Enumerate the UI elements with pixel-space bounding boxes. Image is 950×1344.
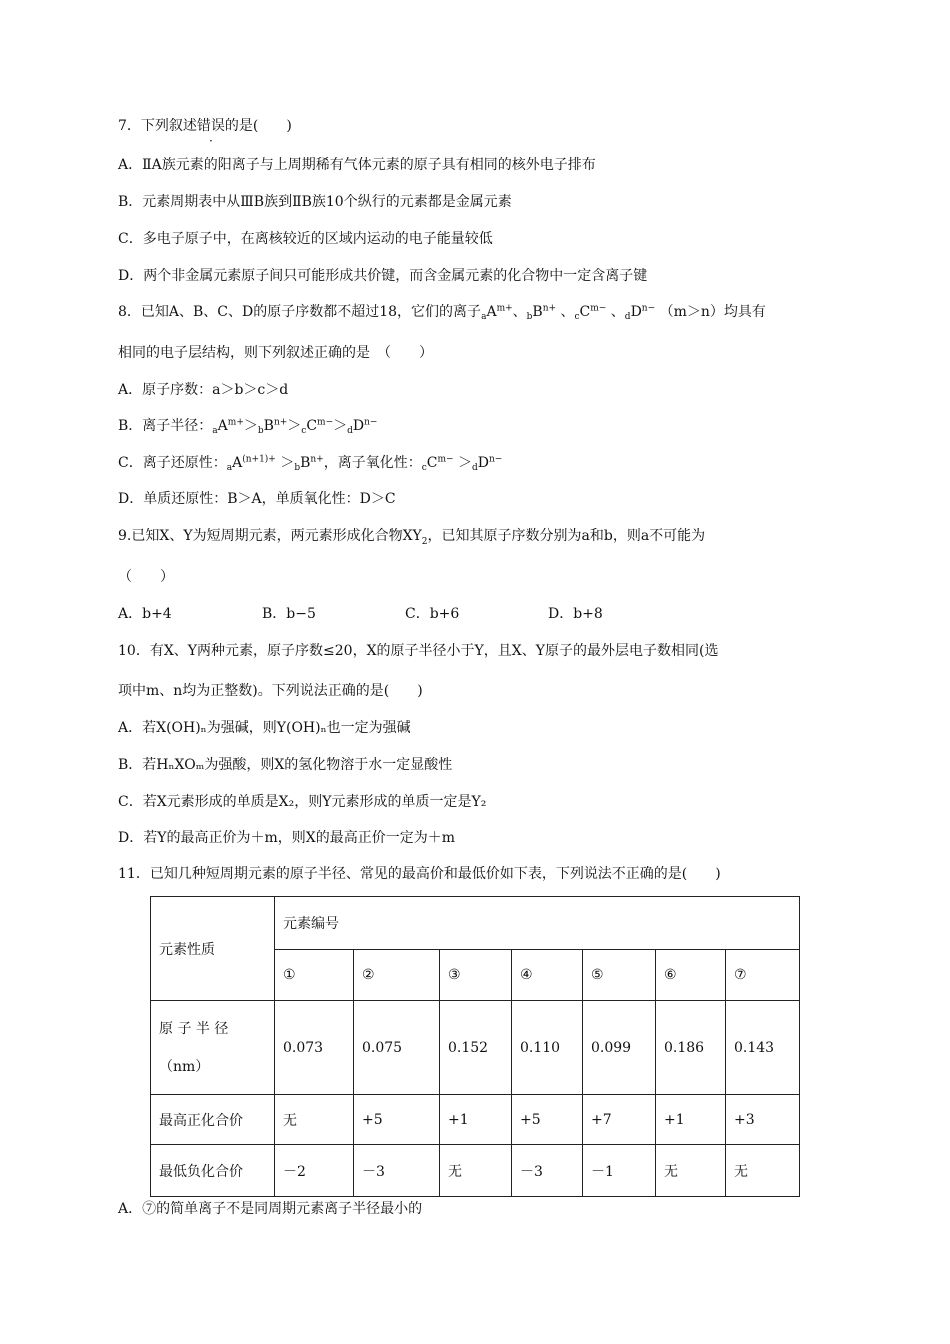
table-cell: 0.073 <box>275 1001 354 1095</box>
table-cell: +1 <box>440 1095 512 1145</box>
table-cell: +5 <box>512 1095 583 1145</box>
table-cell: －3 <box>354 1145 440 1197</box>
table-row-label: 原 子 半 径 （nm） <box>151 1001 275 1095</box>
q7-stem: 7．下列叙述错误的是( ) <box>118 118 292 134</box>
table-cell: 无 <box>275 1095 354 1145</box>
q9-paren: （ ） <box>118 569 174 585</box>
table-header-cell: ① <box>275 950 354 1001</box>
q8-option-b: B．离子半径：$_aA^{m+}>_bB^{n+}>_cC^{m-}>_dD^{n-}$ <box>118 417 378 436</box>
q10-option-c: C．若X元素形成的单质是X₂，则Y元素形成的单质一定是Y₂ <box>118 794 487 810</box>
table-cell: 0.186 <box>656 1001 726 1095</box>
table-cell: －1 <box>583 1145 656 1197</box>
q7-option-c: C．多电子原子中，在离核较近的区域内运动的电子能量较低 <box>118 231 493 247</box>
q9-option-a: A．b+4 <box>118 606 172 622</box>
table-cell: +5 <box>354 1095 440 1145</box>
table-header-cell: ⑤ <box>583 950 656 1001</box>
q8-option-c: C．离子还原性：$_aA^{(n+1)+} >_bB^{n+}$，离子氧化性：$_cC^{m-} >_dD^{n-}$ <box>118 454 503 473</box>
table-cell: 0.099 <box>583 1001 656 1095</box>
table-row-label: 最低负化合价 <box>151 1145 275 1197</box>
table-row <box>151 897 800 950</box>
table-row <box>151 1145 800 1197</box>
table-cell: 0.143 <box>726 1001 800 1095</box>
q11-option-a: A．⑦的简单离子不是同周期元素离子半径最小的 <box>118 1201 423 1217</box>
table-cell: 0.110 <box>512 1001 583 1095</box>
q11-stem: 11．已知几种短周期元素的原子半径、常见的最高价和最低价如下表，下列说法不正确的是( ) <box>118 866 721 882</box>
q9-option-d: D．b+8 <box>548 606 603 622</box>
q10-stem-line2: 项中m、n均为正整数)。下列说法正确的是( ) <box>118 683 423 699</box>
table-cell: +3 <box>726 1095 800 1145</box>
q10-option-b: B．若HₙXOₘ为强酸，则X的氢化物溶于水一定显酸性 <box>118 757 453 773</box>
table-row <box>151 1095 800 1145</box>
q9-option-b: B．b−5 <box>262 606 316 622</box>
table-header-cell: ④ <box>512 950 583 1001</box>
q7-emphasis: 错误 <box>196 118 225 134</box>
q7-option-a: A．ⅡA族元素的阳离子与上周期稀有气体元素的原子具有相同的核外电子排布 <box>118 157 596 173</box>
table-header-cell: ② <box>354 950 440 1001</box>
q10-option-a: A．若X(OH)ₙ为强碱，则Y(OH)ₙ也一定为强碱 <box>118 720 411 736</box>
q7-option-d: D．两个非金属元素原子间只可能形成共价键，而含金属元素的化合物中一定含离子键 <box>118 268 648 284</box>
table-cell: 无 <box>440 1145 512 1197</box>
table-cell: +1 <box>656 1095 726 1145</box>
q8-stem: 8．已知A、B、C、D的原子序数都不超过18，它们的离子$_aA^{m+}$、$_bB^{n+}$ 、$_cC^{m-}$ 、$_dD^{n-}$ （m＞n）均具有 <box>118 303 766 322</box>
q8-option-d: D．单质还原性：B＞A，单质氧化性：D＞C <box>118 491 396 507</box>
q8-stem-line2: 相同的电子层结构，则下列叙述正确的是 （ ） <box>118 345 433 361</box>
table-row-label: 最高正化合价 <box>151 1095 275 1145</box>
table-header-cell: ⑦ <box>726 950 800 1001</box>
q9-stem: 9.已知X、Y为短周期元素，两元素形成化合物$XY_2$，已知其原子序数分别为a和b，则a不可能为 <box>118 528 706 547</box>
q7-option-b: B．元素周期表中从ⅢB族到ⅡB族10个纵行的元素都是金属元素 <box>118 194 512 210</box>
table-cell: +7 <box>583 1095 656 1145</box>
table-header-cell: ③ <box>440 950 512 1001</box>
table-header-cell: ⑥ <box>656 950 726 1001</box>
table-cell: －3 <box>512 1145 583 1197</box>
q10-option-d: D．若Y的最高正价为＋m，则X的最高正价一定为＋m <box>118 830 455 846</box>
q9-option-c: C．b+6 <box>405 606 460 622</box>
element-properties-table <box>150 896 800 1197</box>
table-cell: －2 <box>275 1145 354 1197</box>
table-cell: 0.152 <box>440 1001 512 1095</box>
table-corner-cell: 元素性质 <box>151 897 275 1001</box>
table-cell: 无 <box>726 1145 800 1197</box>
q10-stem: 10．有X、Y两种元素，原子序数≤20，X的原子半径小于Y，且X、Y原子的最外层电子数相同(选 <box>118 643 719 659</box>
table-row <box>151 1001 800 1095</box>
table-cell: 无 <box>656 1145 726 1197</box>
table-group-header: 元素编号 <box>275 897 800 950</box>
q8-option-a: A．原子序数：a＞b＞c＞d <box>118 382 289 398</box>
table-cell: 0.075 <box>354 1001 440 1095</box>
